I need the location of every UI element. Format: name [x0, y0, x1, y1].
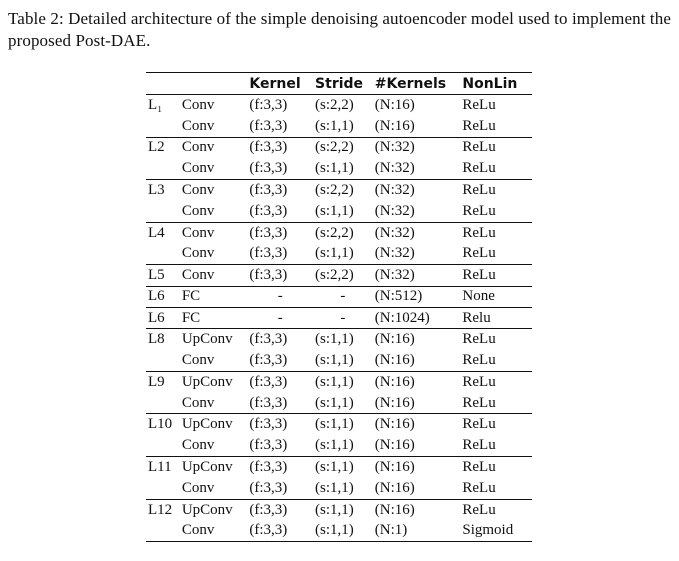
cell-nonlin: ReLu — [460, 350, 532, 371]
cell-num-kernels: (N:32) — [374, 182, 415, 199]
cell-nonlin: ReLu — [460, 393, 532, 414]
cell-nonlin: ReLu — [460, 265, 532, 286]
cell-type: Conv — [180, 158, 248, 179]
cell-stride: (s:2,2) — [315, 96, 354, 113]
table-row — [146, 478, 532, 499]
cell-layer: L5 — [146, 265, 180, 286]
cell-kernel: (f:3,3) — [247, 201, 313, 222]
cell-type: UpConv — [181, 373, 233, 390]
table-row — [146, 499, 532, 520]
cell-stride: (s:2,2) — [315, 224, 354, 241]
cell-layer: L4 — [148, 224, 165, 241]
cell-kernel: (f:3,3) — [249, 501, 288, 518]
table-row — [146, 520, 532, 541]
cell-num-kernels: (N:32) — [373, 244, 461, 265]
header-layer — [146, 73, 180, 95]
cell-stride: - — [313, 307, 373, 328]
cell-layer — [146, 158, 180, 179]
cell-type: Conv — [181, 139, 215, 156]
cell-num-kernels: (N:32) — [374, 224, 415, 241]
cell-layer: L6 — [146, 307, 180, 328]
cell-nonlin: ReLu — [462, 373, 496, 390]
cell-layer — [146, 520, 180, 541]
table-row — [146, 414, 532, 435]
table-row — [146, 95, 532, 116]
cell-stride: (s:1,1) — [313, 478, 373, 499]
cell-stride: (s:1,1) — [315, 501, 354, 518]
cell-nonlin: ReLu — [462, 96, 496, 113]
cell-num-kernels: (N:16) — [374, 331, 415, 348]
cell-type: Conv — [180, 265, 248, 286]
cell-nonlin: ReLu — [460, 158, 532, 179]
cell-kernel: (f:3,3) — [247, 435, 313, 456]
cell-num-kernels: (N:16) — [374, 373, 415, 390]
cell-layer — [146, 201, 180, 222]
cell-kernel: (f:3,3) — [249, 224, 288, 241]
cell-nonlin: ReLu — [460, 201, 532, 222]
cell-stride: (s:1,1) — [313, 435, 373, 456]
cell-nonlin: ReLu — [462, 416, 496, 433]
cell-stride: (s:2,2) — [313, 265, 373, 286]
cell-type: Conv — [181, 224, 215, 241]
cell-num-kernels: (N:16) — [373, 478, 461, 499]
cell-num-kernels: (N:32) — [373, 201, 461, 222]
cell-stride: (s:2,2) — [315, 182, 354, 199]
cell-type: UpConv — [181, 331, 233, 348]
cell-type: UpConv — [181, 501, 233, 518]
cell-stride: (s:1,1) — [313, 201, 373, 222]
table-row — [146, 116, 532, 137]
cell-kernel: (f:3,3) — [249, 373, 288, 390]
cell-layer — [146, 478, 180, 499]
table-row — [146, 265, 532, 286]
cell-num-kernels: (N:16) — [374, 96, 415, 113]
cell-num-kernels: (N:32) — [373, 158, 461, 179]
cell-kernel: - — [247, 307, 313, 328]
cell-kernel: (f:3,3) — [249, 96, 288, 113]
cell-nonlin: ReLu — [460, 116, 532, 137]
cell-stride: (s:1,1) — [313, 350, 373, 371]
table-body — [146, 95, 532, 542]
cell-layer — [146, 393, 180, 414]
table-row — [146, 371, 532, 392]
header-nonlin: NonLin — [460, 73, 532, 95]
cell-type: FC — [180, 286, 248, 307]
cell-num-kernels: (N:16) — [374, 501, 415, 518]
cell-num-kernels: (N:16) — [373, 435, 461, 456]
cell-layer: L9 — [148, 373, 165, 390]
cell-layer: L11 — [148, 458, 172, 475]
cell-num-kernels: (N:1024) — [373, 307, 461, 328]
table-row — [146, 137, 532, 158]
cell-kernel: (f:3,3) — [249, 331, 288, 348]
cell-stride: (s:1,1) — [315, 331, 354, 348]
cell-num-kernels: (N:16) — [374, 416, 415, 433]
header-num-kernels: #Kernels — [373, 73, 461, 95]
cell-type: Conv — [180, 520, 248, 541]
table-row — [146, 286, 532, 307]
cell-kernel: (f:3,3) — [249, 458, 288, 475]
cell-layer: L8 — [148, 331, 165, 348]
cell-nonlin: ReLu — [462, 139, 496, 156]
cell-layer — [146, 350, 180, 371]
cell-kernel: (f:3,3) — [247, 244, 313, 265]
cell-kernel: (f:3,3) — [249, 139, 288, 156]
cell-type: FC — [180, 307, 248, 328]
cell-stride: (s:1,1) — [313, 158, 373, 179]
table-row — [146, 457, 532, 478]
cell-num-kernels: (N:16) — [373, 393, 461, 414]
cell-stride: - — [313, 286, 373, 307]
table-row — [146, 158, 532, 179]
cell-kernel: - — [247, 286, 313, 307]
cell-kernel: (f:3,3) — [247, 158, 313, 179]
cell-type: UpConv — [181, 416, 233, 433]
cell-num-kernels: (N:1) — [373, 520, 461, 541]
table-row — [146, 244, 532, 265]
cell-kernel: (f:3,3) — [247, 520, 313, 541]
cell-num-kernels: (N:16) — [373, 350, 461, 371]
cell-nonlin: ReLu — [462, 501, 496, 518]
table-caption: Table 2: Detailed architecture of the simple denoising autoencoder model used to implement the proposed Post-DAE. — [8, 9, 671, 50]
cell-stride: (s:1,1) — [313, 520, 373, 541]
cell-type: Conv — [180, 350, 248, 371]
cell-kernel: (f:3,3) — [247, 350, 313, 371]
cell-layer: L12 — [148, 501, 173, 518]
table-row — [146, 435, 532, 456]
cell-layer: L6 — [146, 286, 180, 307]
table-row — [146, 180, 532, 201]
cell-num-kernels: (N:16) — [374, 458, 415, 475]
cell-type: Conv — [180, 201, 248, 222]
table-row — [146, 201, 532, 222]
cell-nonlin: Relu — [460, 307, 532, 328]
table-row — [146, 222, 532, 243]
cell-type: Conv — [180, 244, 248, 265]
cell-kernel: (f:3,3) — [247, 393, 313, 414]
cell-layer: L3 — [148, 182, 165, 199]
cell-type: Conv — [181, 96, 215, 113]
cell-stride: (s:1,1) — [315, 416, 354, 433]
cell-layer — [146, 244, 180, 265]
cell-stride: (s:1,1) — [313, 244, 373, 265]
cell-nonlin: ReLu — [462, 331, 496, 348]
cell-kernel: (f:3,3) — [247, 478, 313, 499]
cell-kernel: (f:3,3) — [247, 265, 313, 286]
cell-nonlin: ReLu — [462, 224, 496, 241]
cell-kernel: (f:3,3) — [247, 116, 313, 137]
cell-kernel: (f:3,3) — [249, 416, 288, 433]
cell-kernel: (f:3,3) — [249, 182, 288, 199]
cell-layer: L10 — [148, 416, 173, 433]
table-row — [146, 350, 532, 371]
cell-stride: (s:1,1) — [313, 116, 373, 137]
cell-nonlin: ReLu — [460, 435, 532, 456]
cell-nonlin: ReLu — [460, 478, 532, 499]
cell-type: UpConv — [181, 458, 233, 475]
cell-nonlin: ReLu — [462, 458, 496, 475]
cell-nonlin: ReLu — [462, 182, 496, 199]
cell-nonlin: None — [460, 286, 532, 307]
table-header-row — [146, 73, 532, 95]
cell-nonlin: ReLu — [460, 244, 532, 265]
cell-type: Conv — [181, 182, 215, 199]
table-row — [146, 329, 532, 350]
cell-layer: L2 — [148, 139, 165, 156]
table-row — [146, 307, 532, 328]
header-kernel: Kernel — [247, 73, 313, 95]
cell-type: Conv — [180, 116, 248, 137]
header-stride: Stride — [313, 73, 373, 95]
cell-layer — [146, 116, 180, 137]
architecture-table-container — [146, 72, 532, 542]
cell-num-kernels: (N:32) — [373, 265, 461, 286]
cell-stride: (s:1,1) — [315, 373, 354, 390]
cell-type: Conv — [180, 435, 248, 456]
cell-layer — [146, 435, 180, 456]
cell-stride: (s:2,2) — [315, 139, 354, 156]
cell-type: Conv — [180, 478, 248, 499]
cell-layer: L₁ — [148, 96, 163, 113]
cell-type: Conv — [180, 393, 248, 414]
table-row — [146, 393, 532, 414]
header-type — [180, 73, 248, 95]
cell-nonlin: Sigmoid — [460, 520, 532, 541]
cell-num-kernels: (N:16) — [373, 116, 461, 137]
cell-num-kernels: (N:512) — [373, 286, 461, 307]
cell-stride: (s:1,1) — [315, 458, 354, 475]
cell-stride: (s:1,1) — [313, 393, 373, 414]
architecture-table — [146, 72, 532, 542]
cell-num-kernels: (N:32) — [374, 139, 415, 156]
